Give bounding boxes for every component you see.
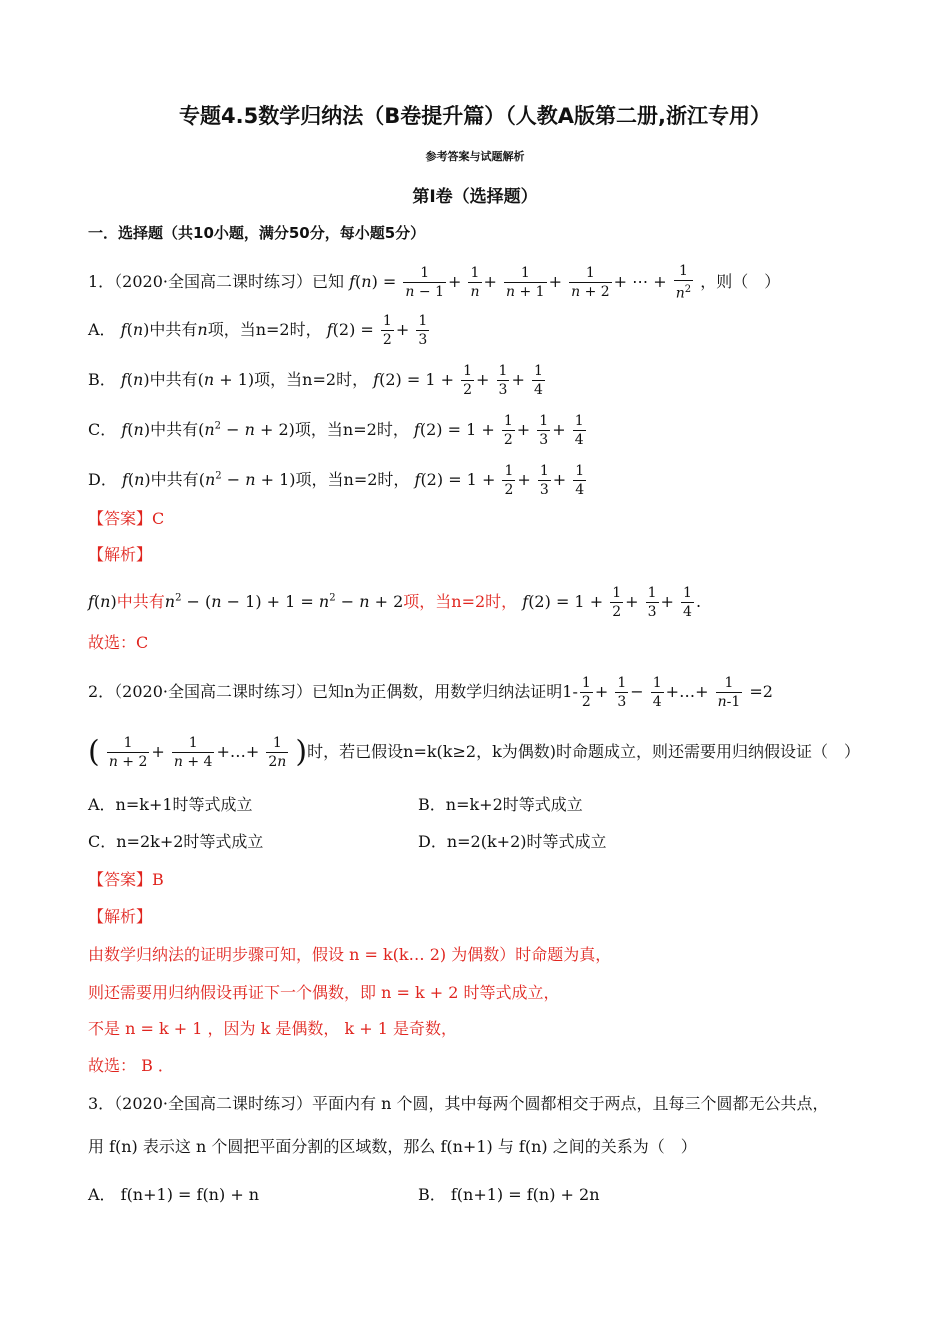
- q2-option-d: D．n=2(k+2)时等式成立: [418, 832, 607, 851]
- q2-analysis-line1: 由数学归纳法的证明步骤可知，假设 n = k(k… 2) 为偶数）时命题为真，: [88, 945, 612, 964]
- q1-option-b-label: B．: [88, 370, 116, 389]
- q1-analysis-text-a: 中共有: [116, 592, 165, 611]
- q1-option-a: A． f(n)中共有n项，当n=2时， f(2) = $\frac{1}{2}$ + $\frac{1}{3}$: [88, 313, 428, 348]
- q1-option-c-text: 中共有: [150, 420, 199, 439]
- q1-option-a-label: A．: [88, 320, 116, 339]
- q1-option-a-text: 中共有: [149, 320, 198, 339]
- q1-analysis: f(n)中共有$n^2 - (n - 1) + 1 = n^2 - n + 2$项，当n=2时， f(2) = 1 + $\frac{1}{2}$ + $\frac{1}{3}$ + $\frac{1}{4}$ .: [88, 585, 702, 620]
- q3-option-a: A． f(n+1) = f(n) + n: [88, 1185, 260, 1204]
- q1-conclusion: 故选：C: [88, 633, 149, 652]
- section-heading: 一．选择题（共10小题，满分50分，每小题5分）: [88, 224, 426, 242]
- q2-stem-eq: =2: [749, 682, 773, 701]
- q2-option-c: C．n=2k+2时等式成立: [88, 832, 264, 851]
- q1-option-c: C． f(n)中共有$(n^2 - n + 2)$项，当n=2时， f(2) = 1 + $\frac{1}{2}$ + $\frac{1}{3}$ + $\frac{1}{4}$: [88, 413, 584, 448]
- q2-conclusion: 故选： B ．: [88, 1056, 174, 1075]
- q1-option-c-text2: 项，当n=2时，: [294, 420, 409, 439]
- part-heading: 第Ⅰ卷（选择题）: [412, 187, 538, 207]
- q1-stem-prefix: 1．（2020·全国高二课时练习）已知: [88, 271, 344, 291]
- q1-option-c-label: C．: [88, 420, 117, 439]
- document-subtitle: 参考答案与试题解析: [425, 150, 525, 163]
- q1-stem: 1．（2020·全国高二课时练习）已知 f(n) = $\frac{1}{n - 1}$ + $\frac{1}{n}$ + $\frac{1}{n + 1}$ + $\frac{1}{n + 2}$ + ⋯ + $\frac{1}{n^2}$ ，则（ ）: [88, 263, 781, 302]
- q2-answer: 【答案】B: [88, 870, 164, 889]
- q1-analysis-label: 【解析】: [88, 545, 153, 564]
- q1-option-a-text2: 项，当n=2时，: [207, 320, 322, 339]
- q2-stem-line2: ( $\frac{1}{n + 2}$ + $\frac{1}{n + 4}$ +…+ $\frac{1}{2n}$ )时，若已假设n=k(k≥2，k为偶数)时命题成立，则还需要用归纳假设证（ ）: [88, 734, 861, 770]
- q3-stem-line1: 3．（2020·全国高二课时练习）平面内有 n 个圆，其中每两个圆都相交于两点，且每三个圆都无公共点，: [88, 1094, 829, 1113]
- q1-stem-suffix: ，则（ ）: [700, 271, 781, 291]
- q2-option-a: A．n=k+1时等式成立: [88, 795, 253, 814]
- q3-option-b: B． f(n+1) = f(n) + 2n: [418, 1185, 600, 1204]
- q2-analysis-line2: 则还需要用归纳假设再证下一个偶数，即 n = k + 2 时等式成立，: [88, 983, 560, 1002]
- q1-option-b: B． f(n)中共有(n + 1)项，当n=2时， f(2) = 1 + $\frac{1}{2}$ + $\frac{1}{3}$ + $\frac{1}{4}$: [88, 363, 543, 398]
- q1-option-d: D． f(n)中共有$(n^2 - n + 1)$项，当n=2时， f(2) = 1 + $\frac{1}{2}$ + $\frac{1}{3}$ + $\frac{1}{4}$: [88, 463, 585, 498]
- q1-option-b-text: 中共有: [149, 370, 198, 389]
- q1-analysis-text-b: 项，当n=2时，: [403, 592, 518, 611]
- q3-stem-line2: 用 f(n) 表示这 n 个圆把平面分割的区域数，那么 f(n+1) 与 f(n) 之间的关系为（ ）: [88, 1137, 697, 1156]
- q2-analysis-label: 【解析】: [88, 907, 153, 926]
- q2-stem-prefix: 2．（2020·全国高二课时练习）已知n为正偶数，用数学归纳法证明1-: [88, 682, 578, 701]
- q2-stem-line2-text: 时，若已假设n=k(k≥2，k为偶数)时命题成立，则还需要用归纳假设证（ ）: [307, 742, 861, 761]
- q1-option-d-text: 中共有: [150, 470, 199, 489]
- q2-option-b: B．n=k+2时等式成立: [418, 795, 583, 814]
- q1-option-d-label: D．: [88, 470, 117, 489]
- q1-option-d-text2: 项，当n=2时，: [295, 470, 410, 489]
- document-title: 专题4.5数学归纳法（B卷提升篇）（人教A版第二册,浙江专用）: [179, 104, 771, 128]
- q2-stem-line1: 2．（2020·全国高二课时练习）已知n为正偶数，用数学归纳法证明1- $\frac{1}{2}$ + $\frac{1}{3}$ − $\frac{1}{4}$ +…+ $\frac{1}{n-1}$ =2: [88, 675, 773, 710]
- q2-analysis-line3: 不是 n = k + 1 ，因为 k 是偶数， k + 1 是奇数，: [88, 1019, 458, 1038]
- q1-option-b-text2: 项，当n=2时，: [254, 370, 369, 389]
- q1-answer: 【答案】C: [88, 509, 165, 528]
